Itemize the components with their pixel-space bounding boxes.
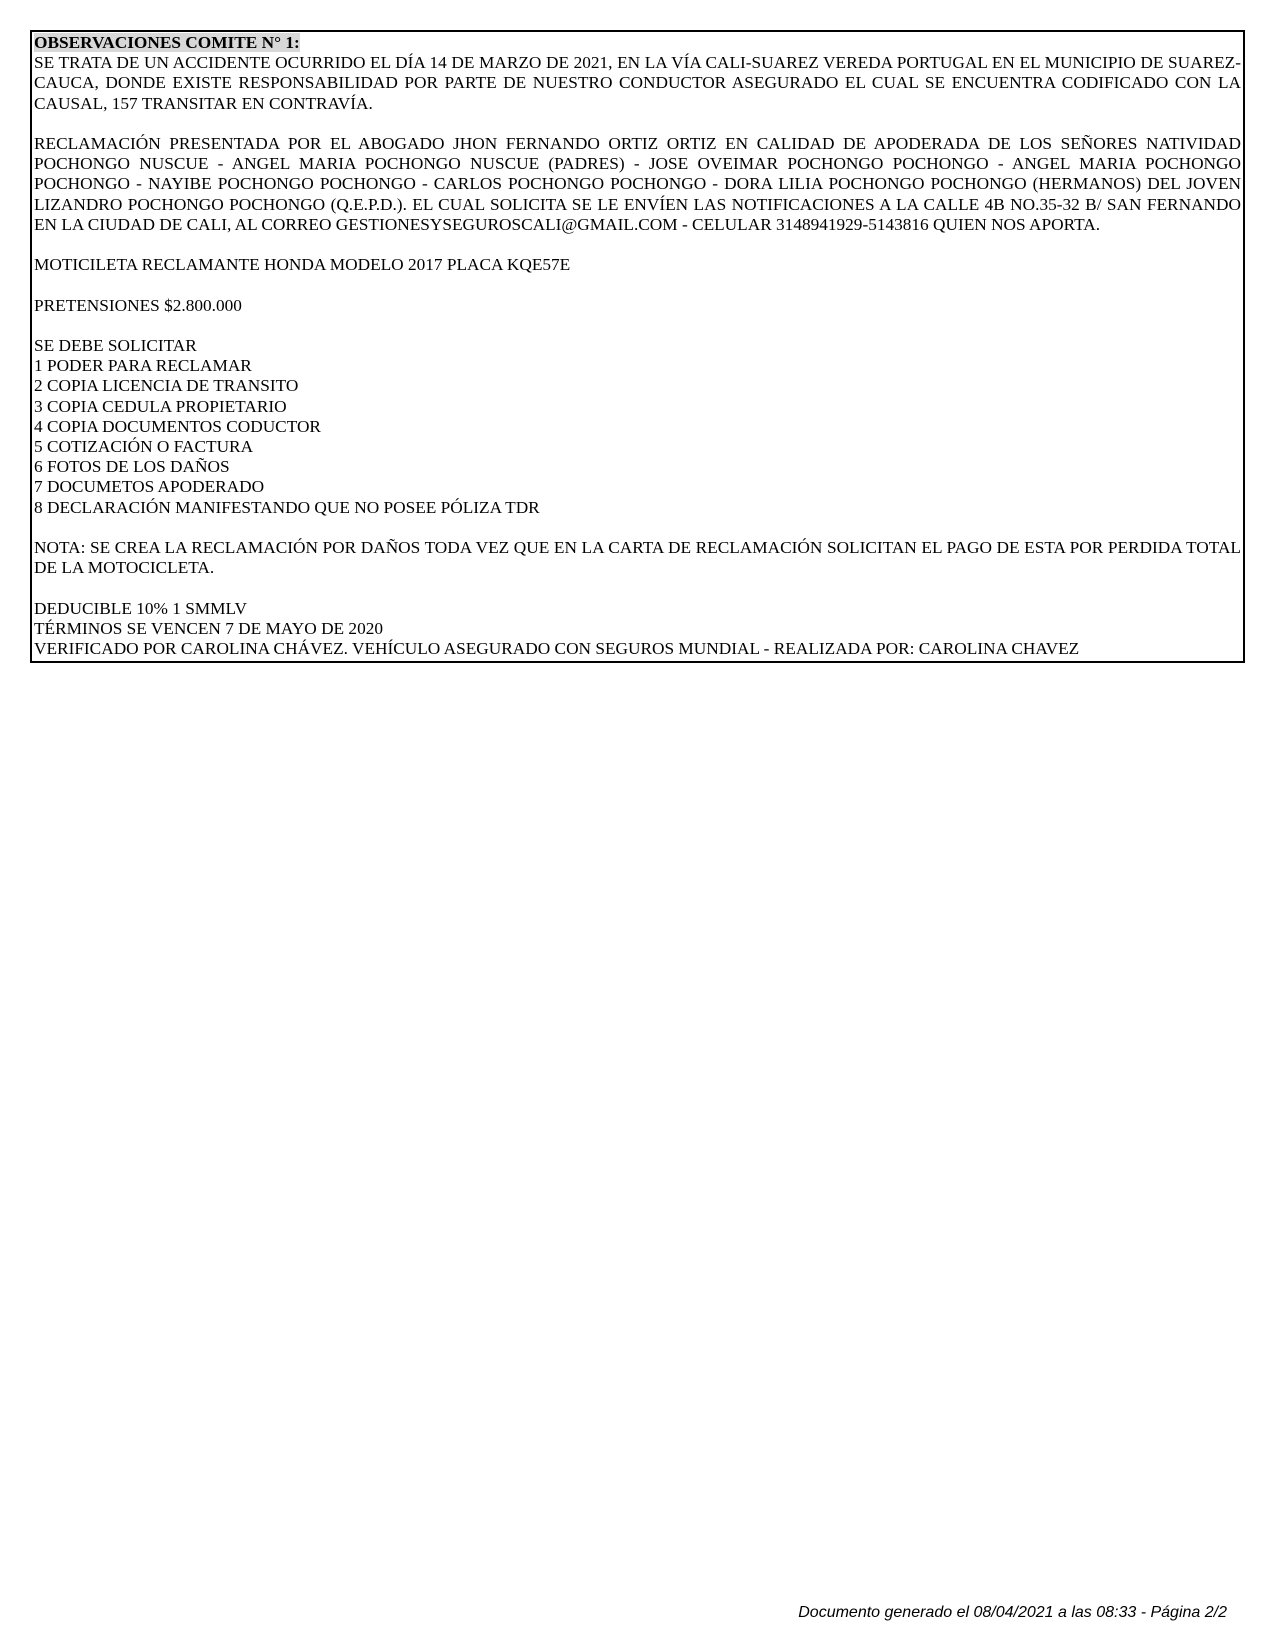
requirements-intro: SE DEBE SOLICITAR: [34, 335, 197, 355]
terms-text: TÉRMINOS SE VENCEN 7 DE MAYO DE 2020: [34, 618, 383, 638]
requirement-item: 1 PODER PARA RECLAMAR: [34, 356, 252, 376]
claims-amount: PRETENSIONES $2.800.000: [34, 295, 242, 315]
note-text: NOTA: SE CREA LA RECLAMACIÓN POR DAÑOS TODA VEZ QUE EN LA CARTA DE RECLAMACIÓN SOLICITAN EL PAGO DE ESTA POR PERDIDA TOTAL DE LA MOTOCICLETA.: [34, 538, 1241, 578]
requirement-item: 6 FOTOS DE LOS DAÑOS: [34, 457, 230, 477]
deductible-text: DEDUCIBLE 10% 1 SMMLV: [34, 598, 247, 618]
requirement-item: 3 COPIA CEDULA PROPIETARIO: [34, 396, 287, 416]
claim-description: RECLAMACIÓN PRESENTADA POR EL ABOGADO JHON FERNANDO ORTIZ ORTIZ EN CALIDAD DE APODERADA DE LOS SEÑORES NATIVIDAD POCHONGO NUSCUE - ANGEL MARIA POCHONGO NUSCUE (PADRES) - JOSE OVEIMAR POCHONGO POCHONGO - ANGEL MARIA POCHONGO POCHONGO - NAYIBE POCHONGO POCHONGO - CARLOS POCHONGO POCHONGO - DORA LILIA POCHONGO POCHONGO (HERMANOS) DEL JOVEN LIZANDRO POCHONGO POCHONGO (Q.E.P.D.). EL CUAL SOLICITA SE LE ENVÍEN LAS NOTIFICACIONES A LA CALLE 4B NO.35-32 B/ SAN FERNANDO EN LA CIUDAD DE CALI, AL CORREO GESTIONESYSEGUROSCALI@GMAIL.COM - CELULAR 3148941929-5143816 QUIEN NOS APORTA.: [34, 134, 1241, 234]
accident-description: SE TRATA DE UN ACCIDENTE OCURRIDO EL DÍA 14 DE MARZO DE 2021, EN LA VÍA CALI-SUAREZ VEREDA PORTUGAL EN EL MUNICIPIO DE SUAREZ-CAUCA, DONDE EXISTE RESPONSABILIDAD POR PARTE DE NUESTRO CONDUCTOR ASEGURADO EL CUAL SE ENCUENTRA CODIFICADO CON LA CAUSAL, 157 TRANSITAR EN CONTRAVÍA.: [34, 53, 1241, 113]
requirement-item: 5 COTIZACIÓN O FACTURA: [34, 437, 254, 456]
requirements-block: [34, 336, 1241, 518]
closing-block: [34, 599, 1241, 660]
page-footer: Documento generado el 08/04/2021 a las 08:33 - Página 2/2: [798, 1604, 1227, 1621]
requirement-item: 4 COPIA DOCUMENTOS CODUCTOR: [34, 416, 321, 436]
observations-heading: OBSERVACIONES COMITE N° 1:: [34, 33, 300, 52]
requirement-item: 2 COPIA LICENCIA DE TRANSITO: [34, 376, 299, 396]
observations-box: [30, 30, 1245, 663]
requirement-item: 7 DOCUMETOS APODERADO: [34, 477, 265, 497]
verified-text: VERIFICADO POR CAROLINA CHÁVEZ. VEHÍCULO ASEGURADO CON SEGUROS MUNDIAL - REALIZADA POR: CAROLINA CHAVEZ: [34, 639, 1080, 658]
requirement-item: 8 DECLARACIÓN MANIFESTANDO QUE NO POSEE PÓLIZA TDR: [34, 497, 540, 517]
vehicle-info: MOTICILETA RECLAMANTE HONDA MODELO 2017 PLACA KQE57E: [34, 255, 571, 275]
